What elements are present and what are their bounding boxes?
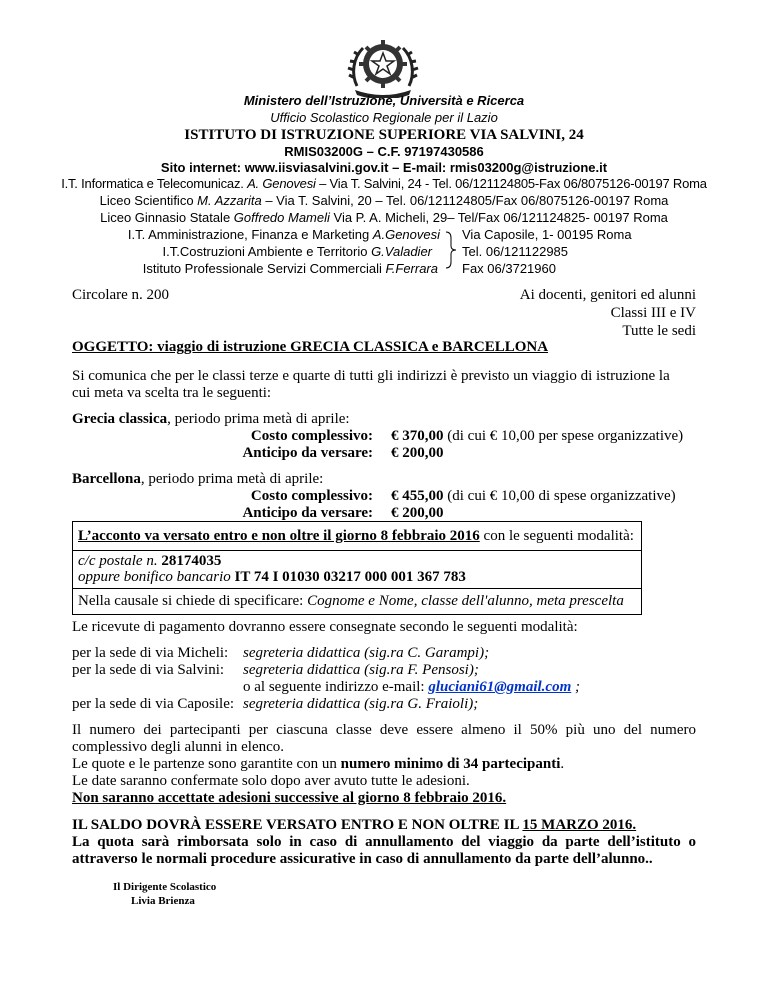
payment-box-divider-2	[72, 588, 642, 589]
trip-barcelona-cost: € 455,00 (di cui € 10,00 di spese organizzative)	[391, 488, 676, 504]
receipt-caposile-value: segreteria didattica (sig.ra G. Fraioli);	[243, 696, 479, 712]
website-email-line: Sito internet: www.iisviasalvini.gov.it – E-mail: rmis03200g@istruzione.it	[160, 160, 608, 175]
school-line-scientifico: Liceo Scientifico M. Azzarita – Via T. Salvini, 20 – Tel. 06/121124805/Fax 06/8075126-00197 Roma	[99, 193, 669, 208]
brace-icon	[443, 230, 459, 270]
trip-greece-cost: € 370,00 (di cui € 10,00 per spese organizzative)	[391, 428, 684, 444]
balance-deadline: IL SALDO DOVRÀ ESSERE VERSATO ENTRO E NON OLTRE IL 15 MARZO 2016.	[72, 817, 637, 833]
school-line-professionale: Istituto Professionale Servizi Commerciali F.Ferrara	[142, 261, 438, 276]
subject-line: OGGETTO: viaggio di istruzione GRECIA CLASSICA e BARCELLONA	[72, 339, 549, 355]
dates-confirmation: Le date saranno confermate solo dopo aver avuto tutte le adesioni.	[72, 773, 470, 789]
participants-rule-line-2: complessivo degli alunni in elenco.	[72, 739, 285, 755]
intro-line-2: cui meta va scelta tra le seguenti:	[72, 385, 272, 401]
institute-name: ISTITUTO DI ISTRUZIONE SUPERIORE VIA SALVINI, 24	[184, 127, 584, 143]
caposile-fax: Fax 06/3721960	[462, 261, 556, 276]
italian-republic-emblem-icon	[347, 34, 419, 98]
receipt-micheli-label: per la sede di via Micheli:	[72, 645, 229, 661]
school-line-ginnasio: Liceo Ginnasio Statale Goffredo Mameli Via P. A. Micheli, 29– Tel/Fax 06/121124825- 00197 Roma	[100, 210, 668, 225]
regional-office: Ufficio Scolastico Regionale per il Lazio	[270, 110, 498, 125]
participants-rule-line-1: Il numero dei partecipanti per ciascuna classe deve essere almeno il 50% più uno del numero	[72, 722, 696, 738]
receipt-salvini-label: per la sede di via Salvini:	[72, 662, 225, 678]
caposile-phone: Tel. 06/121122985	[462, 244, 569, 259]
recipients-line-2: Classi III e IV	[610, 305, 696, 321]
trip-barcelona-advance-label: Anticipo da versare:	[242, 505, 373, 521]
ministry-name: Ministero dell’Istruzione, Università e Ricerca	[243, 93, 525, 108]
refund-line-2: attraverso le normali procedure assicurative in caso di annullamento da parte dell’alunno..	[72, 851, 653, 867]
school-line-amministrazione: I.T. Amministrazione, Finanza e Marketing A.Genovesi	[127, 227, 440, 242]
trip-greece-heading: Grecia classica, periodo prima metà di aprile:	[72, 411, 350, 427]
signature-role: Il Dirigente Scolastico	[113, 881, 217, 893]
trip-barcelona-cost-label: Costo complessivo:	[250, 488, 373, 504]
refund-line-1: La quota sarà rimborsata solo in caso di annullamento del viaggio da parte dell’istituto o	[72, 834, 696, 850]
no-late-registrations: Non saranno accettate adesioni successive al giorno 8 febbraio 2016.	[72, 790, 507, 806]
school-line-informatica: I.T. Informatica e Telecomunicaz. A. Genovesi – Via T. Salvini, 24 - Tel. 06/121124805-Fax 06/8075126-00197 Roma	[61, 176, 707, 191]
recipients-line-1: Ai docenti, genitori ed alunni	[519, 287, 696, 303]
email-link[interactable]: gluciani61@gmail.com	[428, 679, 572, 695]
receipt-micheli-value: segreteria didattica (sig.ra C. Garampi);	[243, 645, 490, 661]
institute-codes: RMIS03200G – C.F. 97197430586	[284, 144, 484, 159]
trip-greece-cost-label: Costo complessivo:	[250, 428, 373, 444]
receipt-email-line: o al seguente indirizzo e-mail: gluciani61@gmail.com ;	[243, 679, 581, 695]
circular-number: Circolare n. 200	[72, 287, 170, 303]
minimum-participants: Le quote e le partenze sono garantite con un numero minimo di 34 partecipanti.	[72, 756, 565, 772]
payment-deadline: L’acconto va versato entro e non oltre il giorno 8 febbraio 2016 con le seguenti modalità:	[78, 528, 634, 544]
postal-account: c/c postale n. 28174035	[78, 553, 222, 569]
receipt-salvini-value: segreteria didattica (sig.ra F. Pensosi);	[243, 662, 479, 678]
bank-transfer: oppure bonifico bancario IT 74 I 01030 03217 000 001 367 783	[78, 569, 466, 585]
payment-box-divider-1	[72, 550, 642, 551]
signature-name: Livia Brienza	[131, 895, 195, 907]
intro-line-1: Si comunica che per le classi terze e quarte di tutti gli indirizzi è previsto un viaggio di istruzione la	[72, 368, 670, 384]
caposile-address: Via Caposile, 1- 00195 Roma	[462, 227, 632, 242]
trip-barcelona-heading: Barcellona, periodo prima metà di aprile:	[72, 471, 324, 487]
trip-barcelona-advance: € 200,00	[391, 505, 444, 521]
receipt-caposile-label: per la sede di via Caposile:	[72, 696, 235, 712]
school-line-costruzioni: I.T.Costruzioni Ambiente e Territorio G.Valadier	[162, 244, 432, 259]
receipts-intro: Le ricevute di pagamento dovranno essere consegnate secondo le seguenti modalità:	[72, 619, 578, 635]
recipients-line-3: Tutte le sedi	[622, 323, 696, 339]
payment-causale: Nella causale si chiede di specificare: Cognome e Nome, classe dell'alunno, meta prescelta	[78, 593, 624, 609]
trip-greece-advance: € 200,00	[391, 445, 444, 461]
trip-greece-advance-label: Anticipo da versare:	[242, 445, 373, 461]
